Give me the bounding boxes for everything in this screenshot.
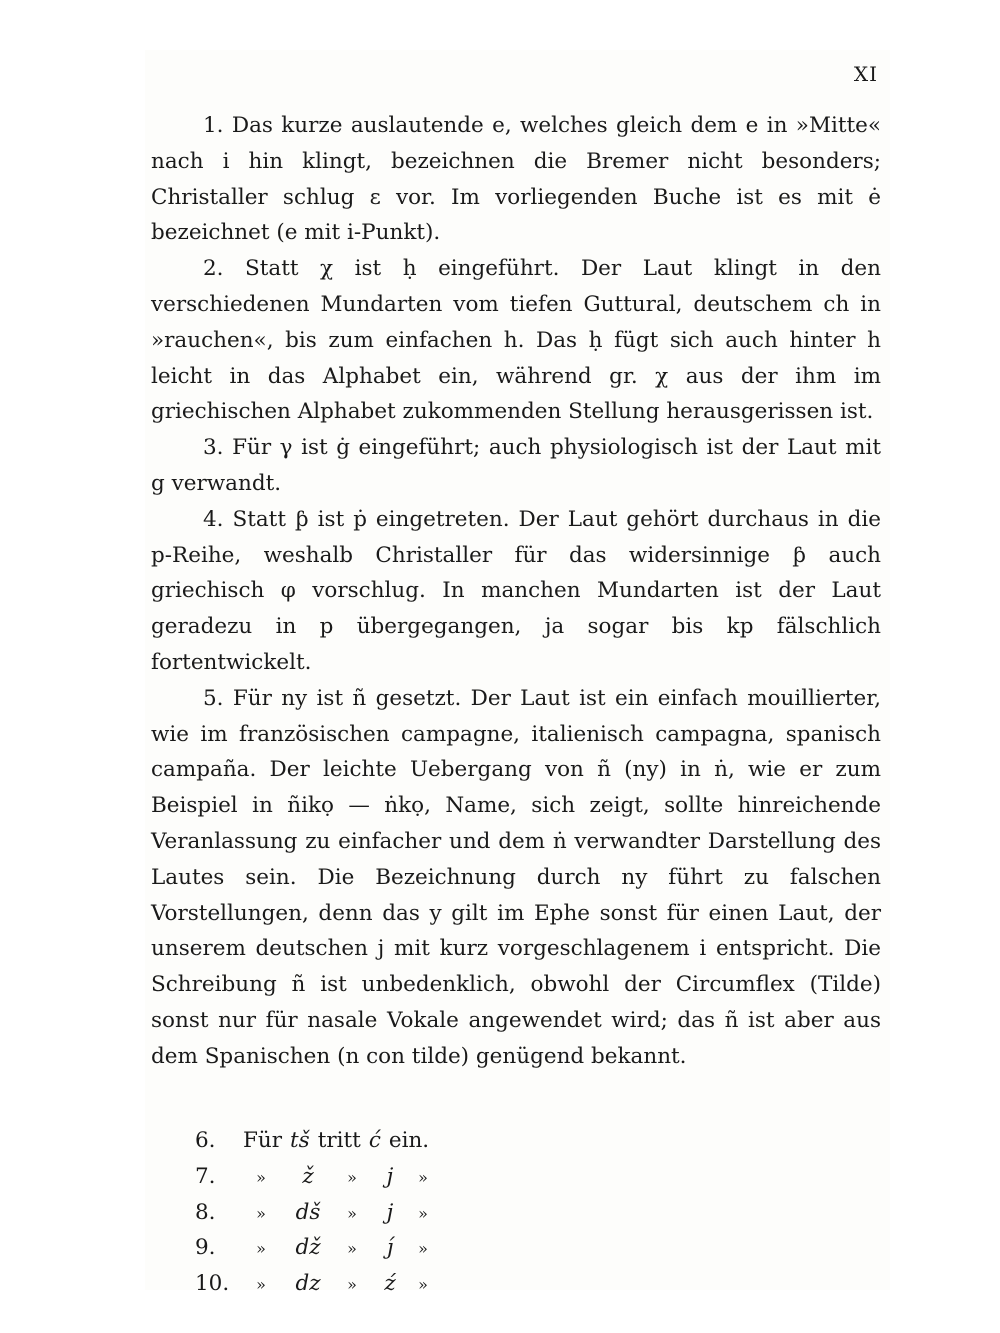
ditto-mark: »	[347, 1239, 357, 1259]
paragraph-1: 1. Das kurze auslautende e, welches gleich dem e in »Mitte« nach i hin klingt, bezeichnen die Bremer nicht besonders; Christaller schlug ε vor. Im vorliegenden Buche ist es mit ė bezeichnet (e mit i-Punkt).	[151, 113, 881, 246]
list-item	[195, 1123, 437, 1159]
ditto-mark: »	[256, 1167, 266, 1187]
paragraph-4: 4. Statt ƥ ist ṗ eingetreten. Der Laut gehört durchaus in die p-Reihe, weshalb Christaller für das widersinnige ƥ auch griechisch φ vorschlug. In manchen Mundarten ist der Laut geradezu in p übergegangen, ja sogar bis kp fälschlich fortentwickelt.	[151, 506, 881, 675]
list-item-suffix: ein.	[388, 1128, 430, 1153]
paragraph-2: 2. Statt χ ist ḥ eingeführt. Der Laut klingt in den verschiedenen Mundarten vom tiefen Guttural, deutschem ch in »rauchen«, bis zum einfachen h. Das ḥ fügt sich auch hinter h leicht in das Alphabet ein, während gr. χ aus der ihm im griechischen Alphabet zukommenden Stellung herausgerissen ist.	[151, 256, 881, 425]
paragraph-5: 5. Für ny ist ñ gesetzt. Der Laut ist ein einfach mouillierter, wie im französischen campagne, italienisch campagna, spanisch campaña. Der leichte Uebergang von ñ (ny) in ṅ, wie er zum Beispiel in ñikọ — ṅkọ, Name, sich zeigt, sollte hinreichende Veranlassung zu einfacher und dem ṅ verwandter Darstellung des Lautes sein. Die Bezeichnung durch ny führt zu falschen Vorstellungen, denn das y gilt im Ephe sonst für einen Laut, der unserem deutschen j mit kurz vorgeschlagenem i entspricht. Die Schreibung ñ ist unbedenklich, obwohl der Circumflex (Tilde) sonst nur für nasale Vokale angewendet wird; das ñ ist aber aus dem Spanischen (n con tilde) genügend bekannt.	[151, 685, 881, 1069]
ditto-mark: »	[347, 1203, 357, 1223]
ditto-mark: »	[418, 1203, 428, 1223]
page-number: XI	[853, 62, 878, 86]
list-item-number: 7.	[195, 1163, 216, 1189]
list-item	[195, 1266, 437, 1302]
list-item	[195, 1159, 437, 1195]
list-item-replacement: j́	[386, 1235, 394, 1261]
ditto-mark: »	[418, 1275, 428, 1295]
ditto-mark: »	[418, 1167, 428, 1187]
replacement-list	[195, 1123, 437, 1302]
list-item-sentence	[243, 1123, 437, 1159]
list-item-number: 10.	[195, 1271, 230, 1297]
ditto-mark: »	[347, 1275, 357, 1295]
book-page	[145, 50, 890, 1297]
list-item-verb: tritt	[317, 1128, 361, 1153]
list-item-symbol: dz	[295, 1271, 321, 1297]
ditto-mark: »	[347, 1167, 357, 1187]
list-item-replacement: ź	[384, 1271, 396, 1297]
list-item-replacement: ć	[368, 1128, 381, 1153]
ditto-mark: »	[418, 1239, 428, 1259]
list-item-symbol: dš	[295, 1199, 321, 1225]
list-item-prefix: Für	[243, 1128, 283, 1153]
list-item	[195, 1230, 437, 1266]
ditto-mark: »	[256, 1239, 266, 1259]
list-item-number: 9.	[195, 1235, 216, 1261]
list-item-symbol: tš	[290, 1128, 310, 1153]
body-text	[151, 108, 881, 1075]
list-item-number: 6.	[195, 1128, 216, 1153]
ditto-mark: »	[256, 1275, 266, 1295]
ditto-mark: »	[256, 1203, 266, 1223]
list-item-number: 8.	[195, 1199, 216, 1225]
list-item-replacement: j	[386, 1163, 394, 1189]
list-item-symbol: ž	[302, 1163, 314, 1189]
paragraph-3: 3. Für γ ist ġ eingeführt; auch physiologisch ist der Laut mit g verwandt.	[151, 435, 881, 496]
list-item-replacement: j	[386, 1199, 394, 1225]
list-item	[195, 1195, 437, 1231]
list-item-symbol: dž	[295, 1235, 321, 1261]
